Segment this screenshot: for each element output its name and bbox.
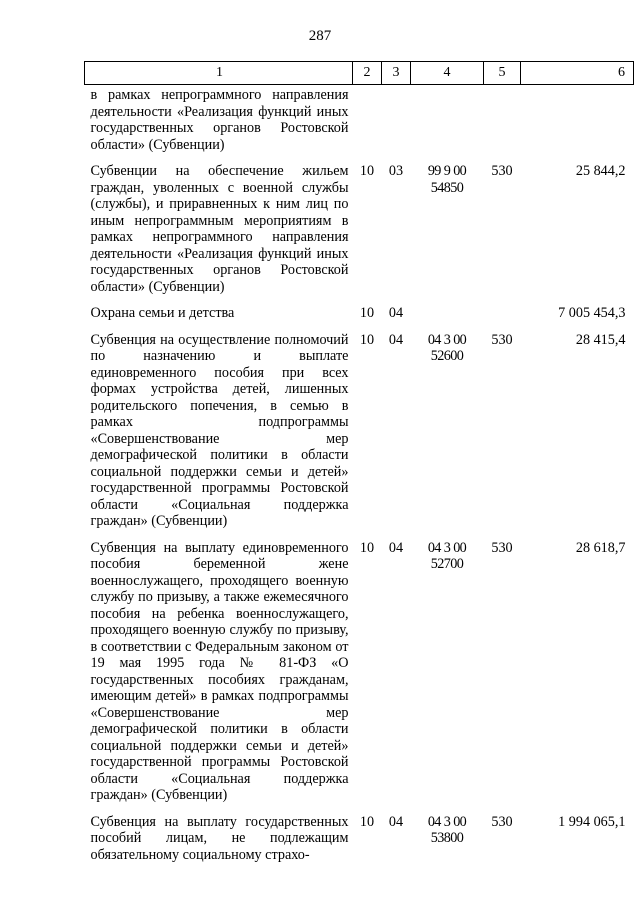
row-expense-type xyxy=(484,295,521,322)
row-expense-type: 530 xyxy=(491,331,513,348)
row-amount: 28 415,4 xyxy=(575,331,626,348)
row-section xyxy=(353,85,382,154)
row-subsection xyxy=(382,85,411,154)
table-row xyxy=(85,153,634,295)
header-col-1: 1 xyxy=(85,62,353,85)
row-description: в рамках непрограммного направления деятельности «Реализация функций иных государственных органов Ростовской области» (Субвенции) xyxy=(90,87,349,153)
row-subsection: 03 xyxy=(388,163,404,179)
table-row xyxy=(85,530,634,804)
table-row xyxy=(85,295,634,322)
row-description: Субвенция на осуществление полномочий по назначению и выплате единовременного пособия при всех формах устройства детей, лишенных родительского попечения, в семью в рамках подпрограммы «Совершенствование мер демографической политики в области социальной поддержки семьи и детей» государственной программы Ростовской области «Социальная поддержка граждан» (Субвенции) xyxy=(90,331,349,529)
row-description: Субвенция на выплату единовременного пособия беременной жене военнослужащего, проходящего военную службу по призыву, а также ежемесячного пособия на ребенка военнослужащего, проходящего военную службу по призыву, в соответствии с Федеральным законом от 19 мая 1995 года № 81-ФЗ «О государственных пособиях гражданам, имеющим детей» в рамках подпрограммы «Совершенствование мер демографической политики в области социальной поддержки семьи и детей» государственной программы Ростовской области «Социальная поддержка граждан» (Субвенции) xyxy=(90,539,349,803)
row-section: 10 xyxy=(359,331,375,348)
row-description: Субвенция на выплату государственных пособий лицам, не подлежащим обязательному социальному страхо- xyxy=(90,813,349,863)
row-amount xyxy=(521,85,634,154)
table-row xyxy=(85,804,634,864)
table-header-row xyxy=(85,62,634,85)
row-section: 10 xyxy=(359,539,375,556)
table-row xyxy=(85,85,634,154)
header-col-3: 3 xyxy=(382,62,411,85)
row-section: 10 xyxy=(359,305,375,321)
row-expense-type: 530 xyxy=(491,539,513,556)
row-amount: 28 618,7 xyxy=(575,539,626,556)
row-description: Субвенции на обеспечение жильем граждан, уволенных с военной службы (службы), и приравненных к ним лиц по иным непрограммным мероприятиям в рамках непрограммного направления деятельности «Реализация функций иных государственных органов Ростовской области» (Субвенции) xyxy=(90,163,349,295)
row-target-code: 04 3 00 52600 xyxy=(427,331,467,364)
row-target-code: 99 9 00 54850 xyxy=(427,163,467,196)
row-amount: 25 844,2 xyxy=(575,163,626,179)
row-amount: 1 994 065,1 xyxy=(558,813,626,830)
row-amount: 7 005 454,3 xyxy=(558,305,626,321)
page-number: 287 xyxy=(308,28,332,44)
row-section: 10 xyxy=(359,163,375,179)
header-col-6: 6 xyxy=(521,62,634,85)
row-subsection: 04 xyxy=(388,539,404,556)
header-col-5: 5 xyxy=(484,62,521,85)
row-target-code xyxy=(411,85,484,154)
budget-table xyxy=(84,61,634,863)
header-col-4: 4 xyxy=(411,62,484,85)
row-section: 10 xyxy=(359,813,375,830)
row-expense-type: 530 xyxy=(491,163,513,179)
table-row xyxy=(85,322,634,530)
header-col-2: 2 xyxy=(353,62,382,85)
row-target-code: 04 3 00 52700 xyxy=(427,539,467,572)
row-expense-type xyxy=(484,85,521,154)
row-target-code: 04 3 00 53800 xyxy=(427,813,467,846)
row-expense-type: 530 xyxy=(491,813,513,830)
row-subsection: 04 xyxy=(388,331,404,348)
row-description: Охрана семьи и детства xyxy=(90,305,235,321)
row-subsection: 04 xyxy=(388,813,404,830)
row-target-code xyxy=(411,295,484,322)
row-subsection: 04 xyxy=(388,305,404,321)
